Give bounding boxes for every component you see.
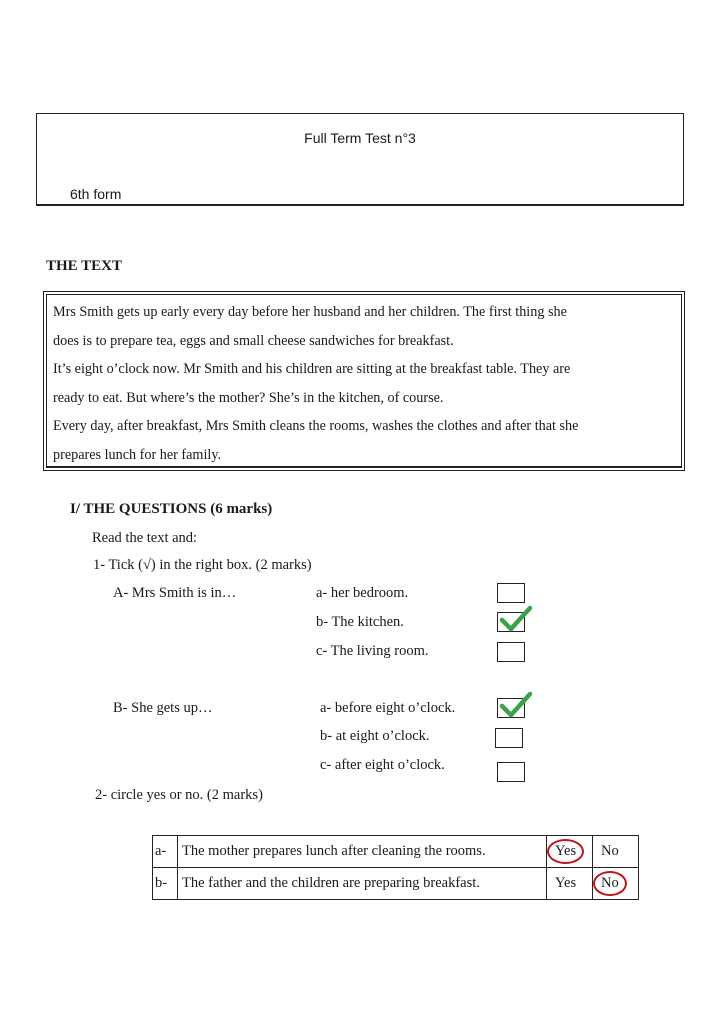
q1-instruction: 1- Tick (√) in the right box. (2 marks): [93, 557, 312, 573]
table-row: [153, 836, 639, 868]
text-line: prepares lunch for her family.: [53, 446, 222, 463]
text-line: Mrs Smith gets up early every day before her husband and her children. The first thing she: [53, 304, 567, 320]
q1-a-option-c: c- The living room.: [316, 643, 429, 659]
no-cell[interactable]: [593, 836, 639, 868]
q1-a-stem: A- Mrs Smith is in…: [113, 585, 237, 601]
q1-b-checkbox-a[interactable]: [497, 698, 525, 718]
q1-a-checkbox-c[interactable]: [497, 642, 525, 662]
row-statement: The mother prepares lunch after cleaning the rooms.: [178, 836, 547, 868]
yes-cell[interactable]: [547, 836, 593, 868]
questions-heading: I/ THE QUESTIONS (6 marks): [70, 501, 273, 517]
q1-b-stem: B- She gets up…: [113, 700, 213, 716]
reading-text: [46, 294, 682, 468]
q1-b-checkbox-b[interactable]: [495, 728, 523, 748]
q1-a-checkbox-a[interactable]: [497, 583, 525, 603]
table-row: [153, 868, 639, 900]
text-line: Every day, after breakfast, Mrs Smith cleans the rooms, washes the clothes and after that she: [53, 418, 579, 434]
checkmark-icon: [500, 691, 532, 719]
q2-instruction: 2- circle yes or no. (2 marks): [95, 787, 263, 803]
q1-b-option-c: c- after eight o’clock.: [320, 757, 445, 773]
yes-option[interactable]: Yes: [555, 875, 577, 891]
q1-b-option-b: b- at eight o’clock.: [320, 728, 430, 744]
text-heading: THE TEXT: [46, 258, 123, 274]
q1-a-option-a: a- her bedroom.: [316, 585, 409, 601]
row-statement: The father and the children are preparing breakfast.: [178, 868, 547, 900]
text-line: It’s eight o’clock now. Mr Smith and his children are sitting at the breakfast table. They are: [53, 361, 571, 377]
q1-b-checkbox-c[interactable]: [497, 762, 525, 782]
text-line: does is to prepare tea, eggs and small cheese sandwiches for breakfast.: [53, 332, 454, 349]
q1-a-option-b: b- The kitchen.: [316, 614, 404, 630]
yes-cell[interactable]: [547, 868, 593, 900]
no-cell[interactable]: [593, 868, 639, 900]
text-line: ready to eat. But where’s the mother? She’s in the kitchen, of course.: [53, 389, 444, 406]
form-label: 6th form: [70, 186, 122, 202]
reading-text-box: [43, 291, 685, 471]
no-option[interactable]: No: [601, 843, 619, 859]
row-label: b-: [153, 868, 178, 900]
q1-b-option-a: a- before eight o’clock.: [320, 700, 456, 716]
yes-no-table: [152, 835, 639, 900]
row-label: a-: [153, 836, 178, 868]
no-option[interactable]: No: [597, 875, 623, 892]
header-box: [36, 113, 684, 206]
test-title: Full Term Test n°3: [304, 130, 416, 146]
yes-option[interactable]: Yes: [551, 843, 580, 860]
checkmark-icon: [500, 605, 532, 633]
questions-intro: Read the text and:: [92, 530, 198, 546]
q1-a-checkbox-b[interactable]: [497, 612, 525, 632]
